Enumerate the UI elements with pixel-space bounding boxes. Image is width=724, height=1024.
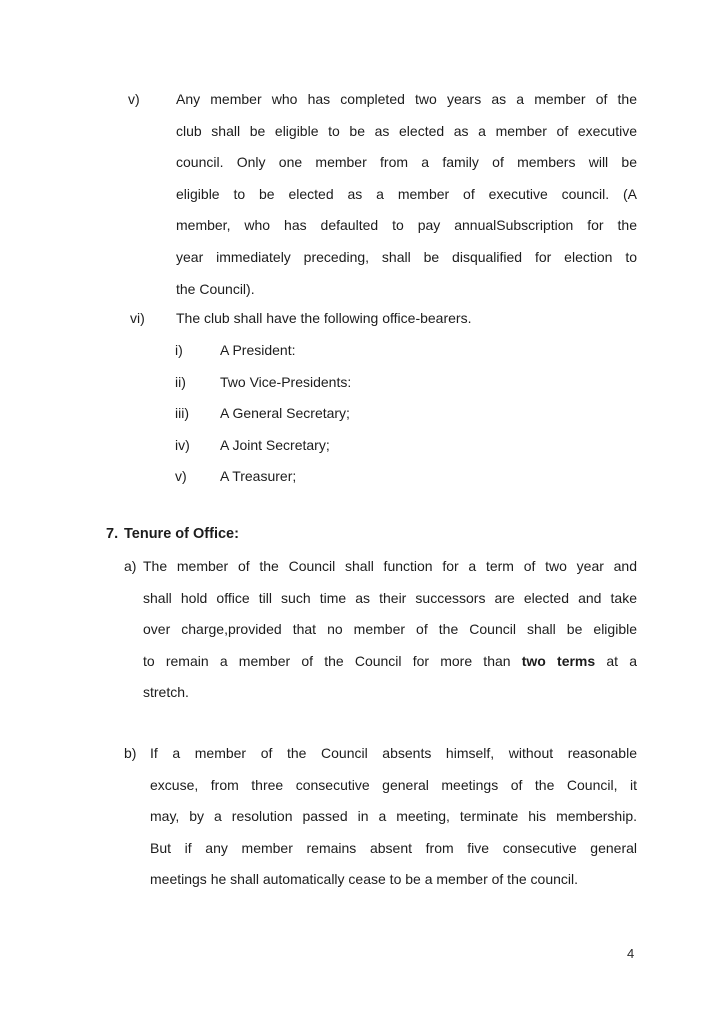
office-bearer-row (175, 398, 495, 430)
office-bearers-list (175, 335, 495, 493)
office-bearer-row (175, 430, 495, 462)
text-line: the Council). (176, 280, 255, 297)
text-line: meetings he shall automatically cease to be a member of the council. (150, 871, 579, 888)
clause-vi-marker: vi) (130, 310, 145, 326)
clause-v-paragraph (176, 84, 637, 305)
office-bearer-num: iii) (175, 405, 189, 422)
section-7-heading (106, 519, 239, 551)
office-bearer-num: iv) (175, 436, 190, 453)
text-line: shall hold office till such time as their successors are elected and take (143, 589, 637, 606)
office-bearer-label: Two Vice-Presidents: (220, 373, 352, 390)
text-line: club shall be eligible to be as elected as a member of executive (176, 122, 637, 139)
clause-v-marker: v) (128, 91, 140, 107)
clause-b-paragraph (150, 738, 637, 896)
text-line: year immediately preceding, shall be disqualified for election to (176, 248, 637, 265)
office-bearer-label: A Joint Secretary; (220, 436, 330, 453)
text-line: The member of the Council shall function for a term of two year and (143, 558, 637, 574)
text-line: stretch. (143, 684, 189, 701)
office-bearer-row (175, 335, 495, 367)
clause-a-paragraph (143, 551, 637, 709)
text-segment: to remain a member of the Council for more than (143, 652, 522, 669)
page-number: 4 (627, 946, 635, 961)
text-line: member, who has defaulted to pay annualSubscription for the (176, 217, 637, 234)
text-segment: at a (595, 652, 637, 669)
office-bearer-num: i) (175, 342, 183, 358)
text-line: Any member who has completed two years as a member of the (176, 91, 637, 107)
text-line (143, 646, 637, 678)
text-line: over charge,provided that no member of the Council shall be eligible (143, 621, 637, 638)
office-bearer-row (175, 367, 495, 399)
text-line: council. Only one member from a family of members will be (176, 154, 637, 171)
text-line: But if any member remains absent from five consecutive general (150, 839, 637, 856)
office-bearer-label: A President: (220, 342, 296, 358)
bold-phrase: two terms (521, 652, 596, 669)
section-7-title: Tenure of Office: (124, 526, 239, 542)
clause-a-marker: a) (124, 558, 137, 574)
office-bearer-row (175, 461, 495, 493)
text-line: may, by a resolution passed in a meeting, terminate his membership. (150, 808, 637, 825)
text-line: If a member of the Council absents himself, without reasonable (150, 745, 637, 761)
section-7-number: 7. (106, 526, 119, 542)
clause-b-marker: b) (124, 745, 137, 761)
clause-vi-text: The club shall have the following office-bearers. (176, 310, 472, 326)
office-bearer-num: ii) (175, 373, 186, 390)
office-bearer-label: A General Secretary; (220, 405, 350, 422)
office-bearer-num: v) (175, 468, 187, 485)
text-line: excuse, from three consecutive general meetings of the Council, it (150, 776, 637, 793)
office-bearer-label: A Treasurer; (220, 468, 297, 485)
text-line: eligible to be elected as a member of executive council. (A (176, 185, 637, 202)
